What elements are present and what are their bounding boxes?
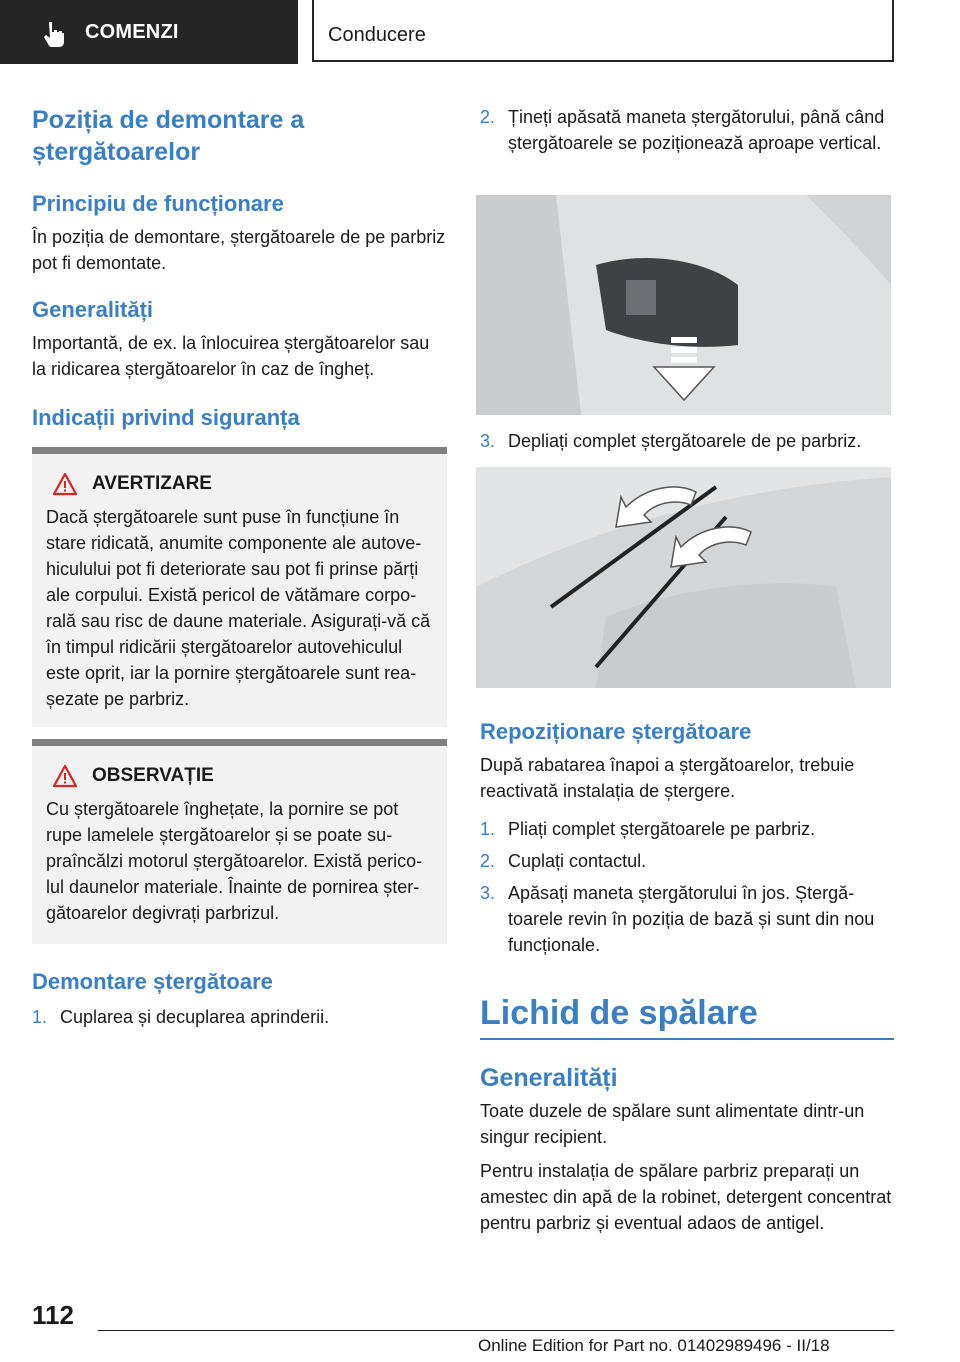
list-number: 2. <box>480 107 496 127</box>
edition-note: Online Edition for Part no. 01402989496 - II/18 <box>478 1336 830 1355</box>
footer-divider <box>98 1330 894 1331</box>
general-text: Importantă, de ex. la înlocuirea ștergătoarelor sau la ridicarea ștergătoarelor în caz de îngheț. <box>32 333 430 379</box>
list-text: Cuplarea și decuplarea aprinderii. <box>60 1007 330 1027</box>
list-number: 1. <box>32 1007 48 1027</box>
list-number: 3. <box>480 431 496 451</box>
windshield-illustration <box>476 467 891 688</box>
page-number: 112 <box>32 1300 74 1330</box>
windshield-photo <box>476 467 891 688</box>
list-item <box>480 816 894 842</box>
wiper-lever-illustration <box>476 195 891 415</box>
section-tab-label: Conducere <box>328 24 426 46</box>
list-text: Depliați complet ștergătoarele de pe parbriz. <box>508 431 862 451</box>
heading-reposition-wipers: Repoziționare ștergătoare <box>480 719 752 744</box>
washer-text-2: Pentru instalația de spălare parbriz preparați un amestec din apă de la robinet, detergent concentrat pentru parbriz și eventual adaos de antigel. <box>480 1161 892 1233</box>
list-item <box>480 104 894 156</box>
list-text: Pliați complet ștergătoarele pe parbriz. <box>508 819 816 839</box>
warning-box <box>32 447 447 727</box>
list-text: Cuplați contactul. <box>508 851 647 871</box>
notice-text: Cu ștergătoarele înghețate, la pornire se pot rupe lamelele ștergătoarelor și se poate supraîncălzi motorul ștergătoarelor. Există pericolul daunelor materiale. Înainte de pornirea ștergătoarelor degivrați parbrizul. <box>46 799 423 923</box>
heading-safety: Indicații privind siguranța <box>32 405 300 430</box>
section-tab[interactable] <box>312 0 894 62</box>
warning-triangle-icon <box>52 764 78 788</box>
chapter-tab-label: COMENZI <box>85 21 179 43</box>
heading-remove-wipers: Demontare ștergătoare <box>32 969 273 994</box>
warning-title-text: AVERTIZARE <box>92 473 212 494</box>
notice-box <box>32 739 447 944</box>
chapter-tab[interactable] <box>0 0 298 64</box>
heading-principle: Principiu de funcționare <box>32 191 284 216</box>
list-text: Apăsați maneta ștergătorului în jos. Ștergătoarele revin în poziția de bază și sunt din nou funcționale. <box>508 883 875 955</box>
warning-triangle-icon <box>52 472 78 496</box>
list-number: 2. <box>480 851 496 871</box>
list-text: Țineți apăsată maneta ștergătorului, până când ștergătoarele se poziționează aproape vertical. <box>508 107 885 153</box>
hand-pointer-icon <box>40 20 68 48</box>
list-number: 1. <box>480 819 496 839</box>
warning-title <box>46 472 433 496</box>
washer-text-1: Toate duzele de spălare sunt alimentate dintr-un singur recipient. <box>480 1101 865 1147</box>
warning-text: Dacă ștergătoarele sunt puse în funcțiune în stare ridicată, anumite componente ale autovehiculului pot fi deteriorate sau pot fi prinse părți ale corpului. Există pericol de vătămare corporală sau risc de daune materiale. Asigurați-vă că în timpul ridicării ștergătoarelor autovehiculul este oprit, iar la pornire ștergătoarele sunt reașezate pe parbriz. <box>46 507 431 709</box>
list-number: 3. <box>480 883 496 903</box>
list-item <box>32 1004 447 1030</box>
chapter-title: Lichid de spălare <box>480 994 758 1032</box>
wiper-lever-photo <box>476 195 891 415</box>
notice-title-text: OBSERVAȚIE <box>92 765 214 786</box>
principle-text: În poziția de demontare, ștergătoarele de pe parbriz pot fi demontate. <box>32 227 446 273</box>
page-section-title: Poziția de demontare a ștergătoarelor <box>32 106 305 166</box>
reposition-text: După rabatarea înapoi a ștergătoarelor, trebuie reactivată instalația de ștergere. <box>480 755 855 801</box>
notice-title <box>46 764 433 788</box>
heading-general: Generalități <box>32 297 154 322</box>
list-item <box>480 880 894 958</box>
list-item <box>480 848 894 874</box>
list-item <box>480 428 894 454</box>
heading-general-washer: Generalități <box>480 1064 618 1092</box>
title-divider <box>480 1038 894 1040</box>
